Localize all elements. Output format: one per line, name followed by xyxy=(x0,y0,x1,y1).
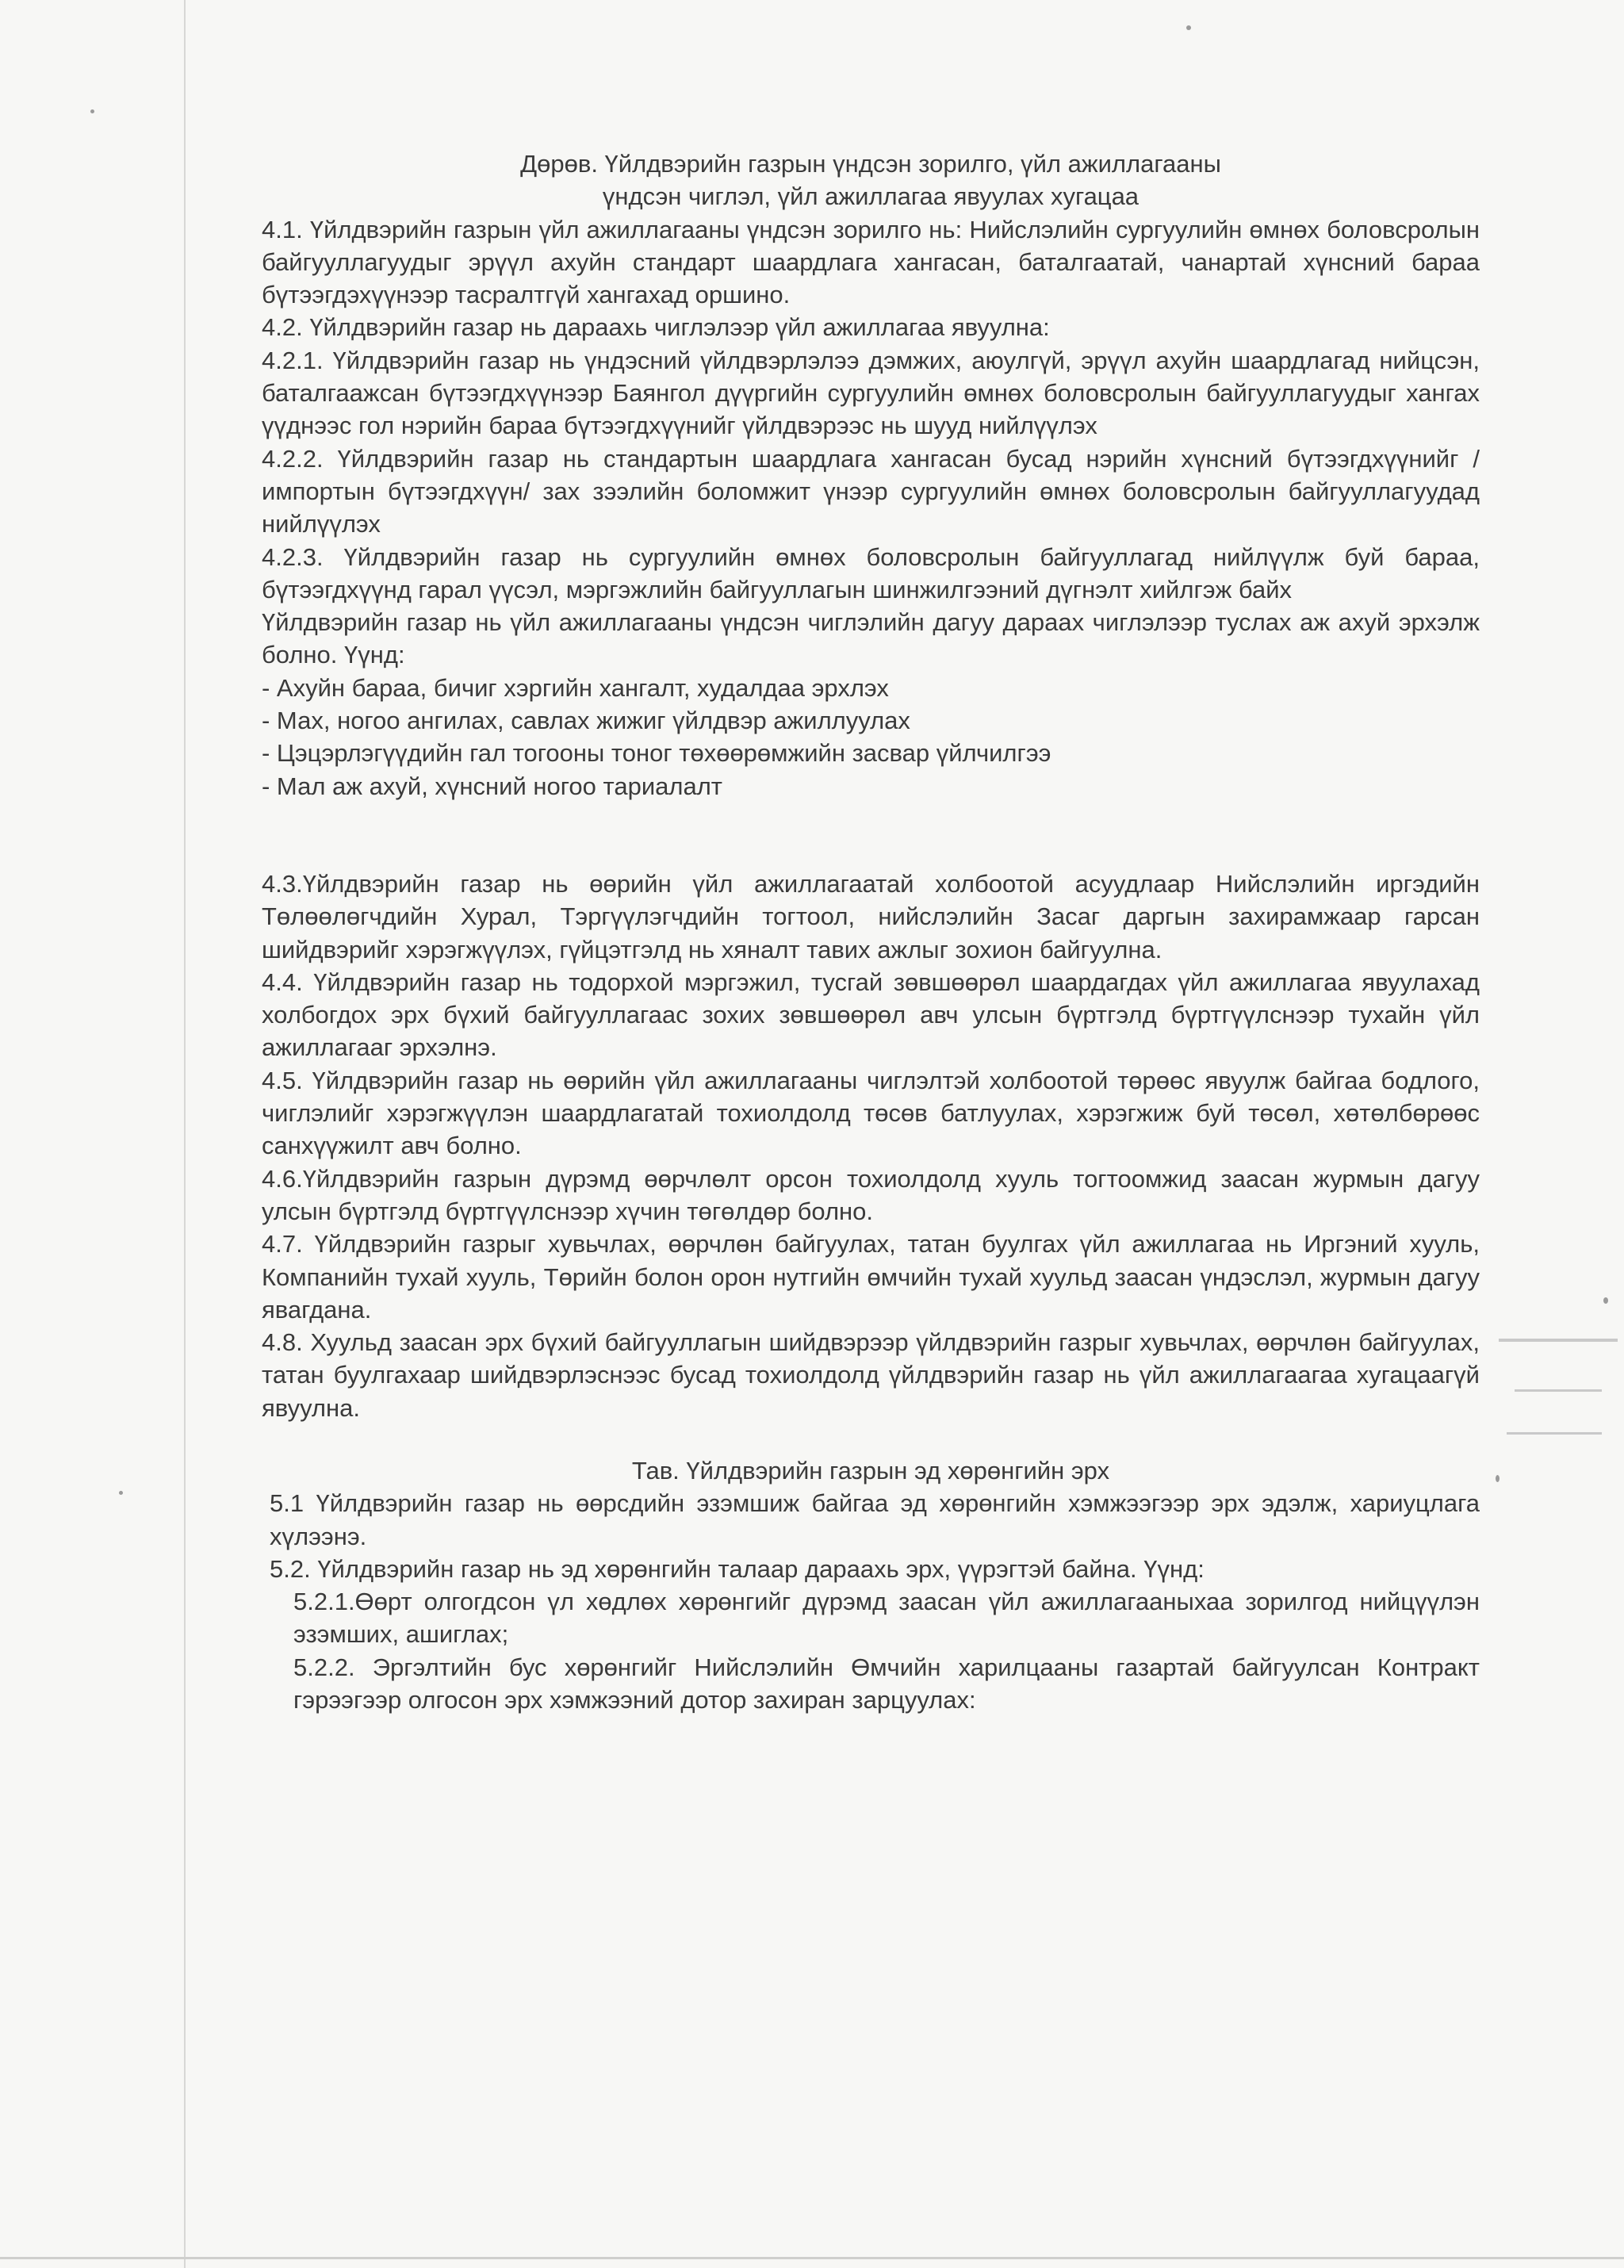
list-item: - Мах, ногоо ангилах, савлах жижиг үйлдвэр ажиллуулах xyxy=(262,707,910,735)
paragraph-4-5: 4.5. Үйлдвэрийн газар нь өөрийн үйл ажиллагааны чиглэлтэй холбоотой төрөөс явуулж байгаа бодлого, чиглэлийг хэрэгжүүлэн шаардлагатай тохиолдолд төсөв батлуулах, хэрэгжиж буй төсөл, хөтөлбөрөөс санхүүжилт авч болно. xyxy=(262,1066,1480,1160)
paragraph-4-2: 4.2. Үйлдвэрийн газар нь дараахь чиглэлээр үйл ажиллагаа явуулна: xyxy=(262,313,1050,342)
scan-smudge xyxy=(1507,1432,1602,1435)
paragraph-4-2-3: 4.2.3. Үйлдвэрийн газар нь сургуулийн өмнөх боловсролын байгууллагад нийлүүлж буй бараа, бүтээгдхүүнд гарал үүсэл, мэргэжлийн байгууллагын шинжилгээний дүгнэлт хийлгэж байх xyxy=(262,542,1480,603)
scan-speck xyxy=(1186,25,1191,30)
paragraph-4-2-1: 4.2.1. Үйлдвэрийн газар нь үндэсний үйлдвэрлэлээ дэмжих, аюулгүй, эрүүл ахуйн шаардлагад нийцсэн, баталгаажсан бүтээгдхүүнээр Баянгол дүүргийн сургуулийн өмнөх боловсролын байгууллагуудыг хангах үүднээс гол нэрийн бараа бүтээгдхүүнийг үйлдвэрээс нь шууд нийлүүлэх xyxy=(262,346,1480,440)
scan-edge-line xyxy=(184,0,186,2268)
scan-smudge xyxy=(1515,1389,1602,1392)
scan-speck xyxy=(1496,1475,1500,1482)
spacer xyxy=(262,1424,1480,1454)
paragraph-5-1: 5.1 Үйлдвэрийн газар нь өөрсдийн эзэмшиж байгаа эд хөрөнгийн хэмжээгээр эрх эдэлж, хариуцлага хүлээнэ. xyxy=(270,1489,1480,1550)
document-body xyxy=(262,147,1480,1716)
paragraph-4-1: 4.1. Үйлдвэрийн газрын үйл ажиллагааны үндсэн зорилго нь: Нийслэлийн сургуулийн өмнөх боловсролын байгууллагуудыг эрүүл ахуйн стандарт шаардлага хангасан, баталгаатай, чанартай хүнсний бараа бүтээгдэхүүнээр тасралтгүй хангахад оршино. xyxy=(262,215,1480,309)
section4-title-line2: үндсэн чиглэл, үйл ажиллагаа явуулах хугацаа xyxy=(602,182,1139,211)
paragraph-4-3: 4.3.Үйлдвэрийн газар нь өөрийн үйл ажиллагаатай холбоотой асуудлаар Нийслэлийн иргэдийн Төлөөлөгчдийн Хурал, Тэргүүлэгчдийн тогтоол, нийслэлийн Засаг даргын захирамжаар гарсан шийдвэрийг хэрэгжүүлэх, гүйцэтгэлд нь хяналт тавих ажлыг зохион байгуулна. xyxy=(262,869,1480,964)
paragraph-4-2-2: 4.2.2. Үйлдвэрийн газар нь стандартын шаардлага хангасан бусад нэрийн хүнсний бүтээгдхүүнийг /импортын бүтээгдхүүн/ зах зээлийн боломжит үнээр сургуулийн өмнөх боловсролын байгууллагуудад нийлүүлэх xyxy=(262,444,1480,538)
paragraph-5-2-1: 5.2.1.Өөрт олгогдсон үл хөдлөх хөрөнгийг дүрэмд заасан үйл ажиллагааныхаа зорилгод нийцүүлэн эзэмших, ашиглах; xyxy=(293,1588,1480,1649)
paragraph-4-8: 4.8. Хуульд заасан эрх бүхий байгууллагын шийдвэрээр үйлдвэрийн газрыг хувьчлах, өөрчлөн байгуулах, татан буулгахаар шийдвэрлэснээс бусад тохиолдолд үйлдвэрийн газар нь үйл ажиллагаагаа хугацаагүй явуулна. xyxy=(262,1328,1480,1422)
list-item: - Ахуйн бараа, бичиг хэргийн хангалт, худалдаа эрхлэх xyxy=(262,673,889,702)
list-item: - Цэцэрлэгүүдийн гал тогооны тоног төхөөрөмжийн засвар үйлчилгээ xyxy=(262,739,1051,768)
section5-title: Тав. Үйлдвэрийн газрын эд хөрөнгийн эрх xyxy=(631,1456,1110,1485)
paragraph-4-7: 4.7. Үйлдвэрийн газрыг хувьчлах, өөрчлөн байгуулах, татан буулгах үйл ажиллагаа нь Иргэний хууль, Компанийн тухай хууль, Төрийн болон орон нутгийн өмчийн тухай хуульд заасан үндэслэл, журмын дагуу явагдана. xyxy=(262,1230,1480,1324)
paragraph-4-6: 4.6.Үйлдвэрийн газрын дүрэмд өөрчлөлт орсон тохиолдолд хууль тогтоомжид заасан журмын дагуу улсын бүртгэлд бүртгүүлснээр хүчин төгөлдөр болно. xyxy=(262,1164,1480,1225)
spacer xyxy=(262,803,1480,868)
scan-speck xyxy=(90,109,94,113)
section4-title-line1: Дөрөв. Үйлдвэрийн газрын үндсэн зорилго, үйл ажиллагааны xyxy=(520,150,1221,178)
scan-smudge xyxy=(1499,1339,1618,1342)
paragraph-5-2: 5.2. Үйлдвэрийн газар нь эд хөрөнгийн талаар дараахь эрх, үүрэгтэй байна. Үүнд: xyxy=(270,1554,1205,1583)
list-item: - Мал аж ахуй, хүнсний ногоо тариалалт xyxy=(262,772,722,800)
scan-speck xyxy=(1603,1297,1608,1304)
paragraph-5-2-2: 5.2.2. Эргэлтийн бус хөрөнгийг Нийслэлийн Өмчийн харилцааны газартай байгуулсан Контракт гэрээгээр олгосон эрх хэмжээний дотор захиран зарцуулах: xyxy=(293,1653,1480,1714)
paragraph-4-4: 4.4. Үйлдвэрийн газар нь тодорхой мэргэжил, тусгай зөвшөөрөл шаардагдах үйл ажиллагаа явуулахад холбогдох эрх бүхий байгууллагаас зохих зөвшөөрөл авч улсын бүртгэлд бүртгүүлснээр тухайн үйл ажиллагааг эрхэлнэ. xyxy=(262,967,1480,1062)
scan-bottom-edge xyxy=(0,2257,1624,2259)
paragraph-auxiliary: Үйлдвэрийн газар нь үйл ажиллагааны үндсэн чиглэлийн дагуу дараах чиглэлээр туслах аж ахуй эрхэлж болно. Үүнд: xyxy=(262,608,1480,669)
scan-speck xyxy=(119,1491,123,1495)
